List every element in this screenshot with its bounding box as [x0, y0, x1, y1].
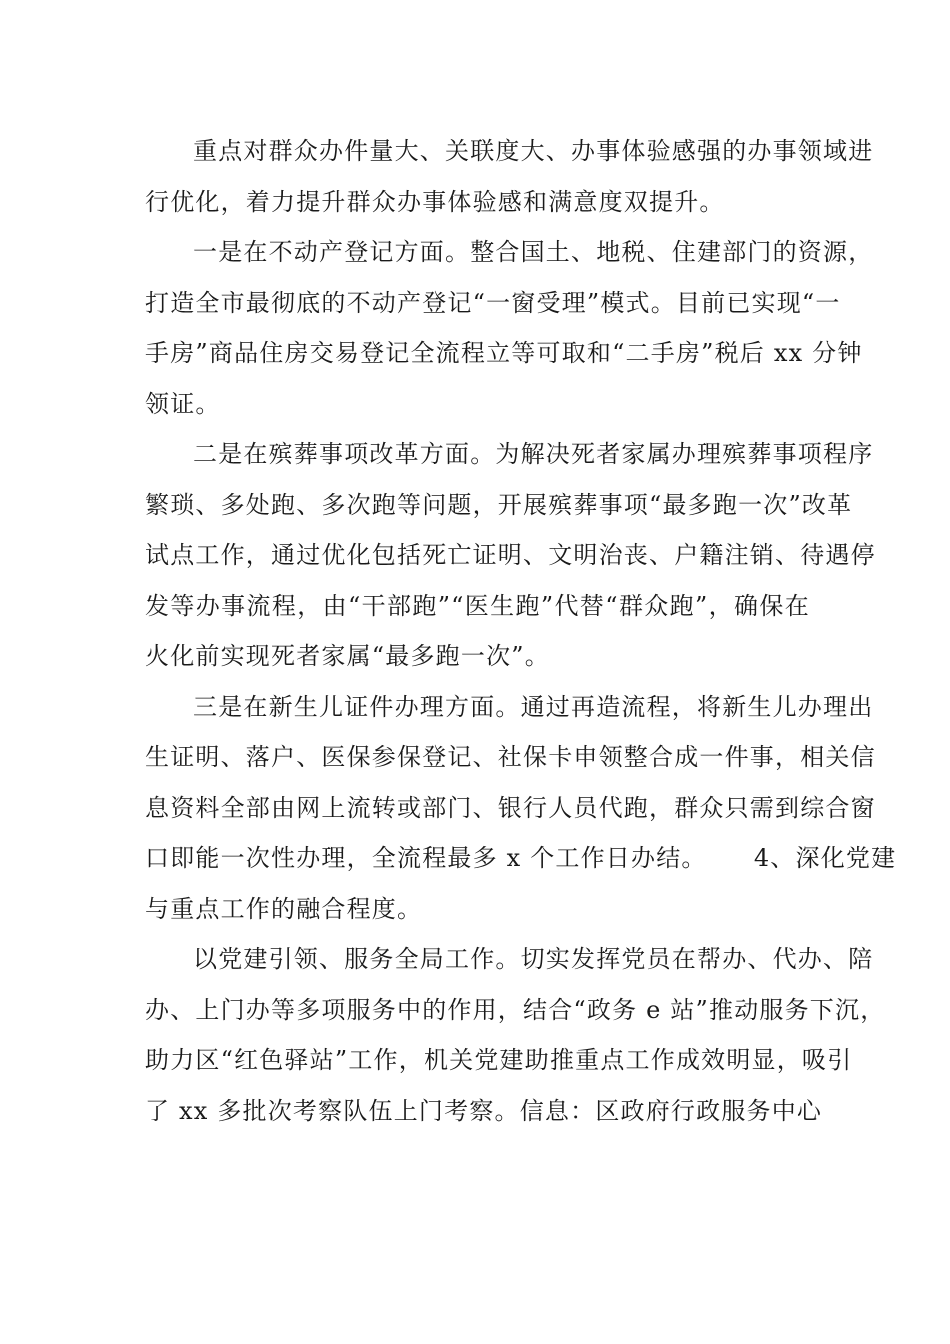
text-line: 行优化，着力提升群众办事体验感和满意度双提升。: [145, 187, 725, 216]
text-line: 一是在不动产登记方面。整合国土、地税、住建部门的资源，: [193, 238, 874, 266]
text-line: 与重点工作的融合程度。: [145, 894, 423, 923]
text-line: 二是在殡葬事项改革方面。为解决死者家属办理殡葬事项程序: [193, 440, 874, 468]
text-line: 试点工作，通过优化包括死亡证明、文明治丧、户籍注销、待遇停: [145, 541, 876, 569]
text-line: 发等办事流程，由“干部跑”“医生跑”代替“群众跑”，确保在: [145, 591, 810, 620]
paragraph-party-building: [145, 934, 886, 1136]
text-line: 打造全市最彻底的不动产登记“一窗受理”模式。目前已实现“一: [145, 288, 841, 317]
paragraph-real-estate: [145, 227, 874, 429]
text-line: 办、上门办等多项服务中的作用，结合“政务 e 站”推动服务下沉，: [145, 995, 886, 1024]
text-line: 火化前实现死者家属“最多跑一次”。: [145, 642, 550, 670]
text-line: 重点对群众办件量大、关联度大、办事体验感强的办事领域进: [193, 137, 874, 165]
document-body: [145, 126, 897, 1136]
text-line: 口即能一次性办理，全流程最多 x 个工作日办结。 4、深化党建: [145, 844, 897, 872]
text-line: 繁琐、多处跑、多次跑等问题，开展殡葬事项“最多跑一次”改革: [145, 490, 853, 519]
paragraph-funeral: [145, 429, 876, 682]
paragraph-intro: [145, 126, 874, 227]
text-line: 了 xx 多批次考察队伍上门考察。信息：区政府行政服务中心: [145, 1096, 823, 1125]
text-line: 助力区“红色驿站”工作，机关党建助推重点工作成效明显，吸引: [145, 1046, 853, 1074]
paragraph-newborn: [145, 682, 897, 935]
text-line: 以党建引领、服务全局工作。切实发挥党员在帮办、代办、陪: [193, 945, 874, 973]
text-line: 息资料全部由网上流转或部门、银行人员代跑，群众只需到综合窗: [145, 793, 876, 822]
text-line: 手房”商品住房交易登记全流程立等可取和“二手房”税后 xx 分钟: [145, 339, 863, 367]
text-line: 生证明、落户、医保参保登记、社保卡申领整合成一件事，相关信: [145, 743, 876, 771]
text-line: 领证。: [145, 389, 221, 418]
text-line: 三是在新生儿证件办理方面。通过再造流程，将新生儿办理出: [193, 692, 874, 721]
